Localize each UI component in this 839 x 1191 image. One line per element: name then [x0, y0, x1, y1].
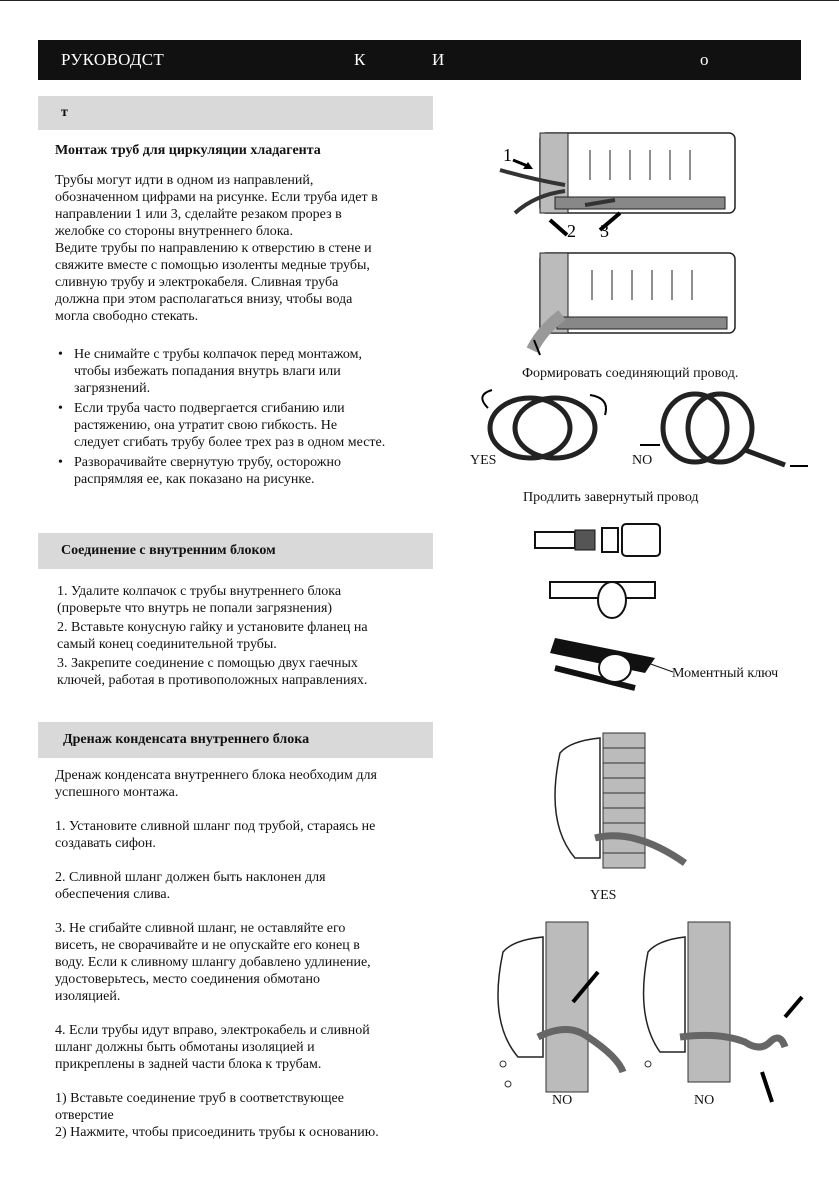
header-title-part-2: К	[354, 50, 366, 69]
section-bar-connection	[38, 533, 433, 569]
brick-wall	[603, 733, 645, 868]
drain-paragraph	[55, 767, 430, 801]
step-line: 2. Вставьте конусную гайку и установите фланец на	[57, 620, 368, 635]
section-bar-drainage	[38, 722, 433, 758]
drain-no-left-figure	[488, 922, 633, 1092]
curved-arrow-icon	[590, 395, 606, 415]
bullet-line: чтобы избежать попадания внутрь влаги или	[74, 364, 341, 379]
drain-line: успешного монтажа.	[55, 785, 179, 800]
water-drop-icon	[500, 1061, 506, 1067]
bullet-item	[55, 454, 435, 488]
step-line: ключей, работая в противоположных направлениях.	[57, 673, 368, 688]
step-line: (проверьте что внутрь не попали загрязнения)	[57, 601, 333, 616]
unit-bottom-channel	[557, 317, 727, 329]
drain-no-right-figure	[640, 922, 810, 1107]
pointer-arrow-icon	[762, 1072, 772, 1102]
manual-header-bar	[38, 40, 801, 80]
flare-end	[575, 530, 595, 550]
drain-line: изоляцией.	[55, 989, 121, 1004]
indoor-unit-pipe-directions-figure	[495, 125, 745, 240]
pipe-end	[535, 532, 575, 548]
hand	[598, 582, 626, 618]
drain-yes-label: YES	[590, 888, 617, 903]
step-item	[57, 583, 437, 617]
curved-arrow-icon	[482, 390, 492, 408]
section1-line: желобке со стороны внутреннего блока.	[55, 224, 293, 239]
bullet-line: загрязнений.	[74, 381, 151, 396]
section3-text	[55, 767, 430, 1158]
section1-line: Трубы могут идти в одном из направлений,	[55, 173, 314, 188]
pulled-pipe	[745, 450, 785, 465]
bullet-line: • Не снимайте с трубы колпачок перед монтажом,	[74, 347, 362, 362]
bullet-line: • Если труба часто подвергается сгибанию или	[74, 401, 345, 416]
yes-label: YES	[470, 453, 497, 468]
drain-line: отверстие	[55, 1108, 114, 1123]
section-bar-label: Дренаж конденсата внутреннего блока	[63, 732, 310, 747]
section1-heading: Монтаж труб для циркуляции хладагента	[55, 143, 321, 158]
bullet-line: распрямляя ее, как показано на рисунке.	[74, 472, 315, 487]
section2-step-list	[57, 583, 437, 691]
section1-bullet-list	[55, 346, 435, 491]
section1-text	[55, 142, 430, 325]
coil-no-figure	[640, 390, 810, 470]
step-item	[57, 655, 437, 689]
header-title-part-3: И	[432, 50, 445, 69]
section1-line: Ведите трубы по направлению к отверстию в стене и	[55, 241, 372, 256]
drain-yes-figure	[545, 733, 690, 868]
leader-line	[645, 662, 673, 672]
top-rule	[0, 0, 839, 1]
nut	[602, 528, 618, 552]
drain-line: 2) Нажмите, чтобы присоединить трубы к основанию.	[55, 1125, 379, 1140]
header-title-part-4: о	[700, 50, 709, 69]
torque-wrench-label: Моментный ключ	[672, 666, 779, 681]
drain-paragraph	[55, 920, 430, 1005]
hand	[599, 654, 631, 682]
section-bar-pipes	[38, 96, 433, 130]
indoor-unit	[498, 937, 543, 1057]
union	[622, 524, 660, 556]
direction-number-3: 3	[600, 221, 609, 241]
drain-line: 3. Не сгибайте сливной шланг, не оставляйте его	[55, 921, 346, 936]
drain-line: 4. Если трубы идут вправо, электрокабель и сливной	[55, 1023, 370, 1038]
bullet-line: • Разворачивайте свернутую трубу, осторожно	[74, 455, 341, 470]
flare-nut-figure	[530, 520, 670, 560]
caption-extend-wire: Продлить завернутый провод	[523, 490, 699, 505]
direction-number-2: 2	[567, 221, 576, 241]
indoor-unit-wrapped-pipes-figure	[512, 245, 742, 360]
arrow-2-icon	[550, 220, 567, 235]
step-line: самый конец соединительной трубы.	[57, 637, 277, 652]
drain-line: 1. Установите сливной шланг под трубой, стараясь не	[55, 819, 376, 834]
drain-line: удостоверьтесь, место соединения обмотано	[55, 972, 320, 987]
no-label: NO	[632, 453, 653, 468]
direction-number-1: 1	[503, 145, 512, 165]
indoor-unit	[644, 937, 685, 1052]
brick-wall	[688, 922, 730, 1082]
unit-bottom-channel	[555, 197, 725, 209]
step-item	[57, 619, 437, 653]
drain-no-left-label: NO	[552, 1093, 573, 1108]
pointer-arrow-icon	[785, 997, 802, 1017]
section1-line: свяжите вместе с помощью изоленты медные трубы,	[55, 258, 370, 273]
indoor-unit	[555, 738, 600, 858]
section-bar-label: т	[61, 105, 68, 120]
section1-line: сливную трубу и электрокабеля. Сливная труба	[55, 275, 339, 290]
step-line: 3. Закрепите соединение с помощью двух гаечных	[57, 656, 358, 671]
drain-line: создавать сифон.	[55, 836, 156, 851]
drain-line: воду. Если к сливному шлангу добавлено удлинение,	[55, 955, 371, 970]
section1-line: обозначенном цифрами на рисунке. Если труба идет в	[55, 190, 378, 205]
drain-no-right-label: NO	[694, 1093, 715, 1108]
drain-paragraph	[55, 818, 430, 852]
drain-line: прикреплены в задней части блока к трубам.	[55, 1057, 322, 1072]
drain-paragraph	[55, 1022, 430, 1073]
drain-paragraph	[55, 1090, 430, 1141]
drain-line: 2. Сливной шланг должен быть наклонен для	[55, 870, 326, 885]
bullet-item	[55, 400, 435, 451]
caption-form-wire: Формировать соединяющий провод.	[522, 366, 739, 381]
bullet-line: следует сгибать трубу более трех раз в одном месте.	[74, 435, 386, 450]
section1-line: направлении 1 или 3, сделайте резаком прорез в	[55, 207, 342, 222]
section1-line: могла свободно стекать.	[55, 309, 199, 324]
section-bar-label: Соединение с внутренним блоком	[61, 543, 276, 558]
hand-connect-figure	[550, 570, 660, 630]
bullet-item	[55, 346, 435, 397]
drain-paragraph	[55, 869, 430, 903]
drain-line: Дренаж конденсата внутреннего блока необходим для	[55, 768, 377, 783]
header-title-part-1: РУКОВОДСТ	[61, 50, 165, 69]
drain-line: обеспечения слива.	[55, 887, 171, 902]
bullet-line: растяжению, она утратит свою гибкость. Не	[74, 418, 338, 433]
section1-line: должна при этом располагаться внизу, чтобы вода	[55, 292, 353, 307]
torque-wrench-figure	[545, 628, 675, 698]
drain-line: висеть, не сворачивайте и не опускайте его конец в	[55, 938, 360, 953]
drain-line: шланг должны быть обмотаны изоляцией и	[55, 1040, 315, 1055]
drain-line: 1) Вставьте соединение труб в соответствующее	[55, 1091, 344, 1106]
water-drop-icon	[505, 1081, 511, 1087]
water-drop-icon	[645, 1061, 651, 1067]
step-line: 1. Удалите колпачок с трубы внутреннего блока	[57, 584, 342, 599]
brick-wall	[546, 922, 588, 1092]
